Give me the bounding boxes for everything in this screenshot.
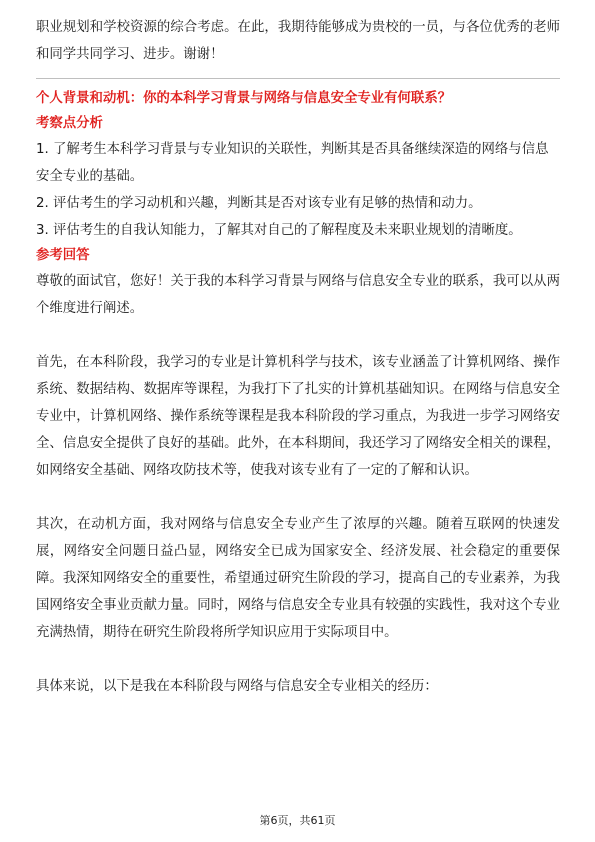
intro-paragraph: 职业规划和学校资源的综合考虑。在此，我期待能够成为贵校的一员，与各位优秀的老师和同学共同学习、进步。谢谢！ [36, 20, 560, 62]
section-divider [36, 78, 560, 79]
answer-heading: 参考回答 [36, 248, 90, 263]
page-number: 第6页，共61页 [259, 814, 336, 827]
analysis-item: 1. 了解考生本科学习背景与专业知识的关联性，判断其是否具备继续深造的网络与信息安全专业的基础。 [36, 142, 549, 184]
analysis-heading: 考察点分析 [36, 116, 103, 131]
analysis-list [36, 136, 560, 244]
answer-paragraph-experience-intro: 具体来说，以下是我在本科阶段与网络与信息安全专业相关的经历： [36, 679, 438, 694]
paragraph-gap [36, 646, 560, 673]
paragraph-gap [36, 484, 560, 511]
analysis-item: 2. 评估考生的学习动机和兴趣，判断其是否对该专业有足够的热情和动力。 [36, 196, 482, 211]
answer-paragraph-background: 首先，在本科阶段，我学习的专业是计算机科学与技术，该专业涵盖了计算机网络、操作系统、数据结构、数据库等课程，为我打下了扎实的计算机基础知识。在网络与信息安全专业中，计算机网络、操作系统等课程是我本科阶段的学习重点，为我进一步学习网络安全、信息安全提供了良好的基础。此外，在本科期间，我还学习了网络安全相关的课程，如网络安全基础、网络攻防技术等，使我对该专业有了一定的了解和认识。 [36, 355, 560, 478]
answer-paragraph-greeting: 尊敬的面试官，您好！关于我的本科学习背景与网络与信息安全专业的联系，我可以从两个维度进行阐述。 [36, 274, 560, 316]
page-content [36, 14, 560, 700]
analysis-item: 3. 评估考生的自我认知能力，了解其对自己的了解程度及未来职业规划的清晰度。 [36, 223, 522, 238]
paragraph-gap [36, 322, 560, 349]
interview-question: 个人背景和动机：你的本科学习背景与网络与信息安全专业有何联系？ [36, 91, 452, 106]
answer-paragraph-motivation: 其次，在动机方面，我对网络与信息安全专业产生了浓厚的兴趣。随着互联网的快速发展，网络安全问题日益凸显，网络安全已成为国家安全、经济发展、社会稳定的重要保障。我深知网络安全的重要性，希望通过研究生阶段的学习，提高自己的专业素养，为我国网络安全事业贡献力量。同时，网络与信息安全专业具有较强的实践性，我对这个专业充满热情，期待在研究生阶段将所学知识应用于实际项目中。 [36, 517, 560, 640]
